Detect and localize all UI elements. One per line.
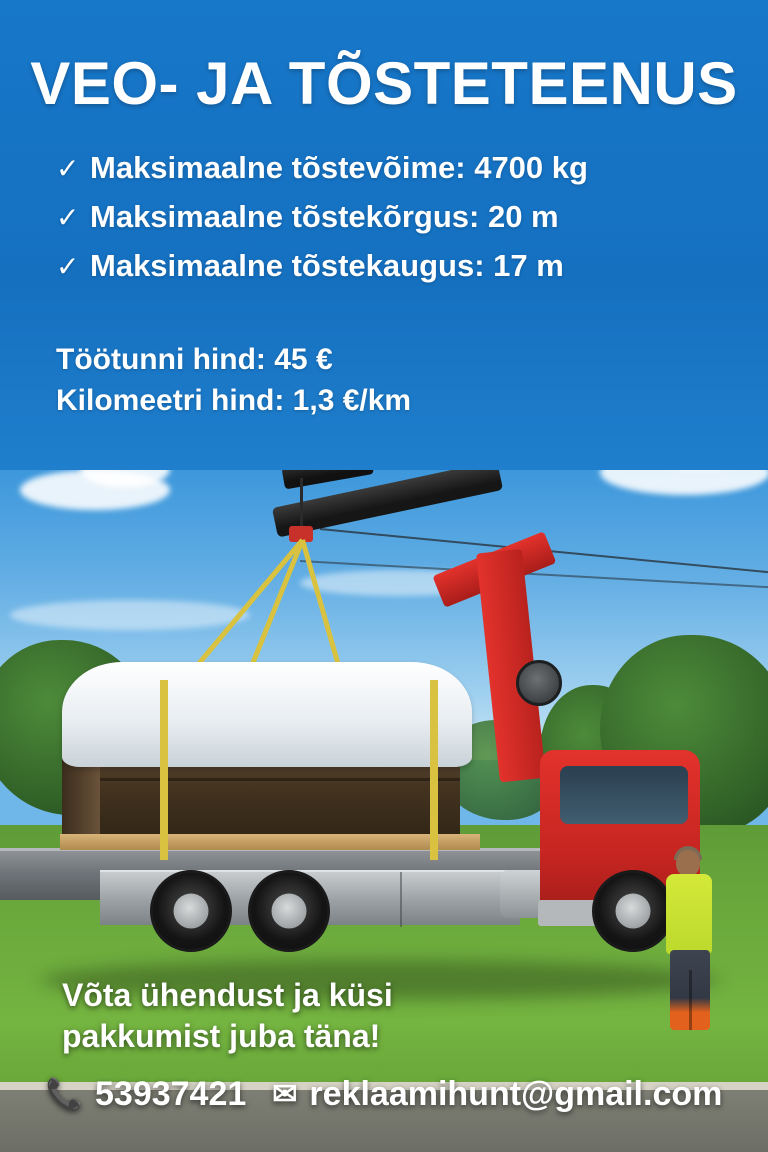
cargo-strap [160, 680, 168, 860]
check-icon: ✓ [56, 251, 80, 282]
cta-line-2: pakkumist juba täna! [62, 1017, 381, 1054]
phone-icon: 📞 [45, 1077, 83, 1111]
wheel-hub [616, 894, 651, 929]
list-item-label: Maksimaalne tõstekaugus: 17 m [90, 248, 564, 283]
truck-wheel [150, 870, 232, 952]
page-title: VEO- JA TÕSTETEENUS [30, 50, 738, 117]
cargo-base-plank [60, 834, 480, 850]
list-item [56, 250, 736, 281]
price-list [56, 340, 411, 421]
phone-number[interactable]: 53937421 [95, 1075, 247, 1113]
locker-divider [400, 872, 402, 927]
worker-leg-divider [689, 970, 692, 1030]
wheel-hub [174, 894, 209, 929]
list-item-label: Maksimaalne tõstevõime: 4700 kg [90, 150, 588, 185]
price-hourly: Töötunni hind: 45 € [56, 343, 333, 376]
call-to-action [62, 975, 393, 1057]
check-icon: ✓ [56, 202, 80, 233]
phone-contact[interactable] [46, 1075, 247, 1114]
truck-wheel [592, 870, 674, 952]
wheel-hub [272, 894, 307, 929]
cargo-wrap [62, 662, 472, 767]
crane-joint [516, 660, 562, 706]
envelope-icon: ✉ [272, 1077, 298, 1111]
email-address[interactable]: reklaamihunt@gmail.com [309, 1075, 723, 1113]
email-contact[interactable] [272, 1075, 722, 1114]
worker-hi-vis-vest [666, 874, 712, 954]
contact-bar [0, 1075, 768, 1114]
list-item-label: Maksimaalne tõstekõrgus: 20 m [90, 199, 559, 234]
header-panel [0, 0, 768, 470]
cargo-strap [430, 680, 438, 860]
cta-line-1: Võta ühendust ja küsi [62, 977, 393, 1013]
truck-wheel [248, 870, 330, 952]
price-per-km: Kilomeetri hind: 1,3 €/km [56, 383, 412, 417]
feature-list [56, 152, 736, 299]
list-item [56, 152, 736, 183]
list-item [56, 201, 736, 232]
crane-hook-line [300, 478, 303, 530]
check-icon: ✓ [56, 153, 80, 184]
cab-window [560, 766, 688, 824]
worker-head [676, 850, 700, 876]
